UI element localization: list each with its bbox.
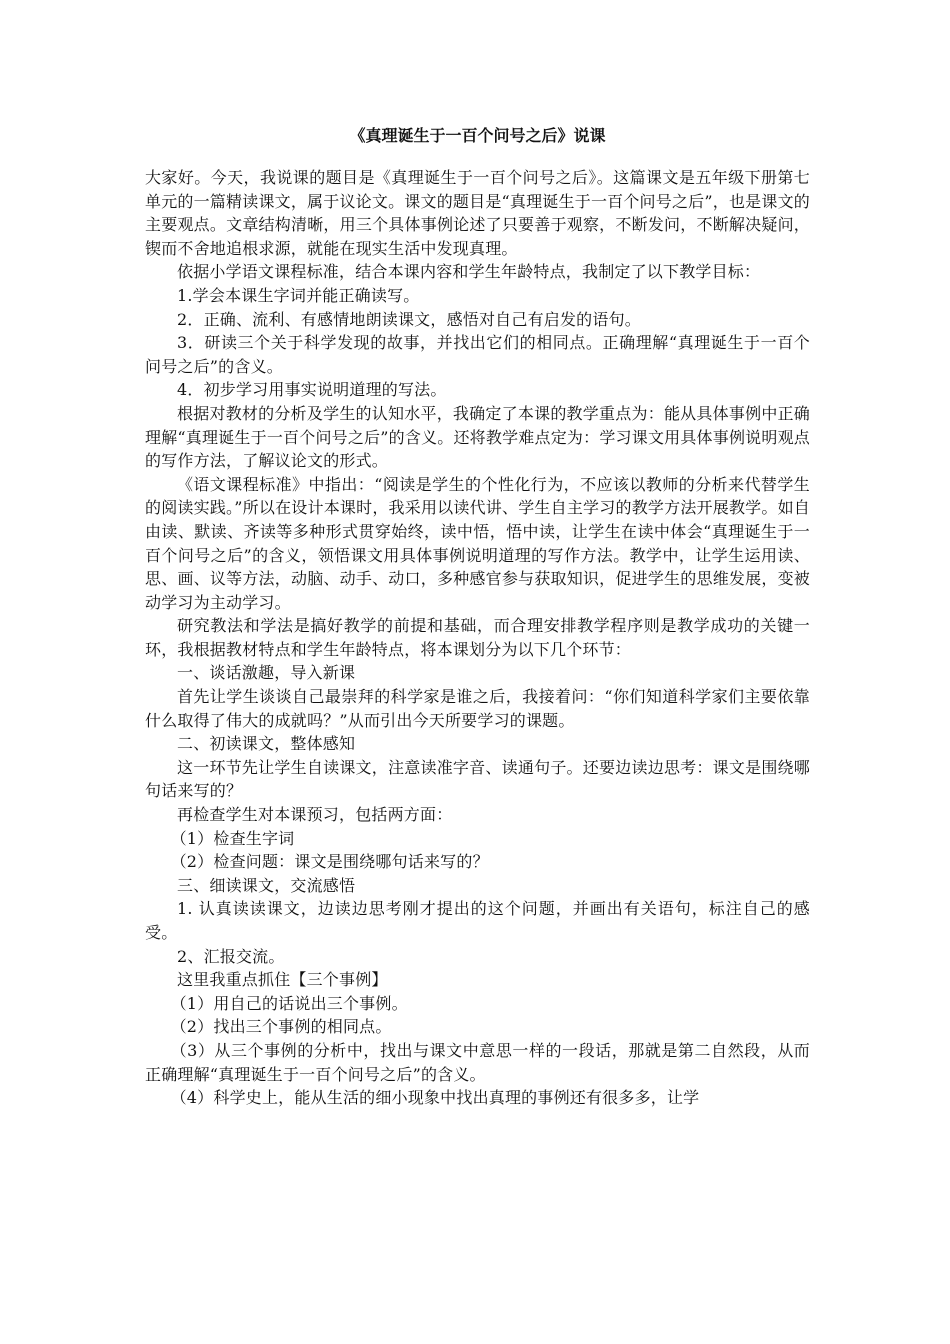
paragraph: 这一环节先让学生自读课文，注意读准字音、读通句子。还要边读边思考：课文是围绕哪句话来写的？ [145,757,810,801]
paragraph: 《语文课程标准》中指出：“阅读是学生的个性化行为，不应该以教师的分析来代替学生的阅读实践。”所以在设计本课时，我采用以读代讲、学生自主学习的教学方法开展教学。如自由读、默读、齐读等多种形式贯穿始终，读中悟，悟中读，让学生在读中体会“真理诞生于一百个问号之后”的含义，领悟课文用具体事例说明道理的写作方法。教学中，让学生运用读、思、画、议等方法，动脑、动手、动口，多种感官参与获取知识，促进学生的思维发展，变被动学习为主动学习。 [145,474,810,612]
paragraph: 再检查学生对本课预习，包括两方面： [177,805,453,825]
paragraph: 根据对教材的分析及学生的认知水平，我确定了本课的教学重点为：能从具体事例中正确理解“真理诞生于一百个问号之后”的含义。还将教学难点定为：学习课文用具体事例说明观点的写作方法，了解议论文的形式。 [145,403,810,471]
paragraph: 2、汇报交流。 [177,946,285,966]
paragraph: （4）科学史上，能从生活的细小现象中找出真理的事例还有很多多，让学 [170,1088,700,1108]
paragraph: （2）找出三个事例的相同点。 [170,1017,392,1037]
paragraph: 依据小学语文课程标准，结合本课内容和学生年龄特点，我制定了以下教学目标： [177,262,761,282]
document-title: 《真理诞生于一百个问号之后》说课 [349,126,606,145]
document-body [145,166,810,1110]
paragraph: （2）检查问题：课文是围绕哪句话来写的？ [170,852,489,872]
paragraph: （1）检查生字词 [170,828,295,848]
paragraph: 1.学会本课生字词并能正确读写。 [177,285,420,305]
paragraph: （1）用自己的话说出三个事例。 [170,993,408,1013]
paragraph: 二、初读课文，整体感知 [177,734,356,754]
paragraph: 4．初步学习用事实说明道理的写法。 [177,380,447,400]
document-page [145,124,810,1110]
paragraph: 3．研读三个关于科学发现的故事，并找出它们的相同点。正确理解“真理诞生于一百个问号之后”的含义。 [145,333,810,376]
paragraph: 一、谈话激趣，导入新课 [177,663,356,683]
paragraph: 大家好。今天，我说课的题目是《真理诞生于一百个问号之后》。这篇课文是五年级下册第七单元的一篇精读课文，属于议论文。课文的题目是“真理诞生于一百个问号之后”，也是课文的主要观点。文章结构清晰，用三个具体事例论述了只要善于观察，不断发问，不断解决疑问，锲而不舍地追根求源，就能在现实生活中发现真理。 [145,168,810,258]
paragraph: 三、细读课文，交流感悟 [177,875,356,895]
paragraph: 2．正确、流利、有感情地朗读课文，感悟对自己有启发的语句。 [177,309,641,329]
paragraph: 研究教法和学法是搞好教学的前提和基础，而合理安排教学程序则是教学成功的关键一环，我根据教材特点和学生年龄特点，将本课划分为以下几个环节： [145,616,810,659]
paragraph: （3）从三个事例的分析中，找出与课文中意思一样的一段话，那就是第二自然段，从而正确理解“真理诞生于一百个问号之后”的含义。 [145,1040,810,1084]
paragraph: 首先让学生谈谈自己最崇拜的科学家是谁之后，我接着问：“你们知道科学家们主要依靠什么取得了伟大的成就吗？”从而引出今天所要学习的课题。 [145,687,810,730]
paragraph: 1. 认真读读课文，边读边思考刚才提出的这个问题，并画出有关语句，标注自己的感受。 [145,899,810,942]
paragraph: 这里我重点抓住【三个事例】 [177,970,388,990]
